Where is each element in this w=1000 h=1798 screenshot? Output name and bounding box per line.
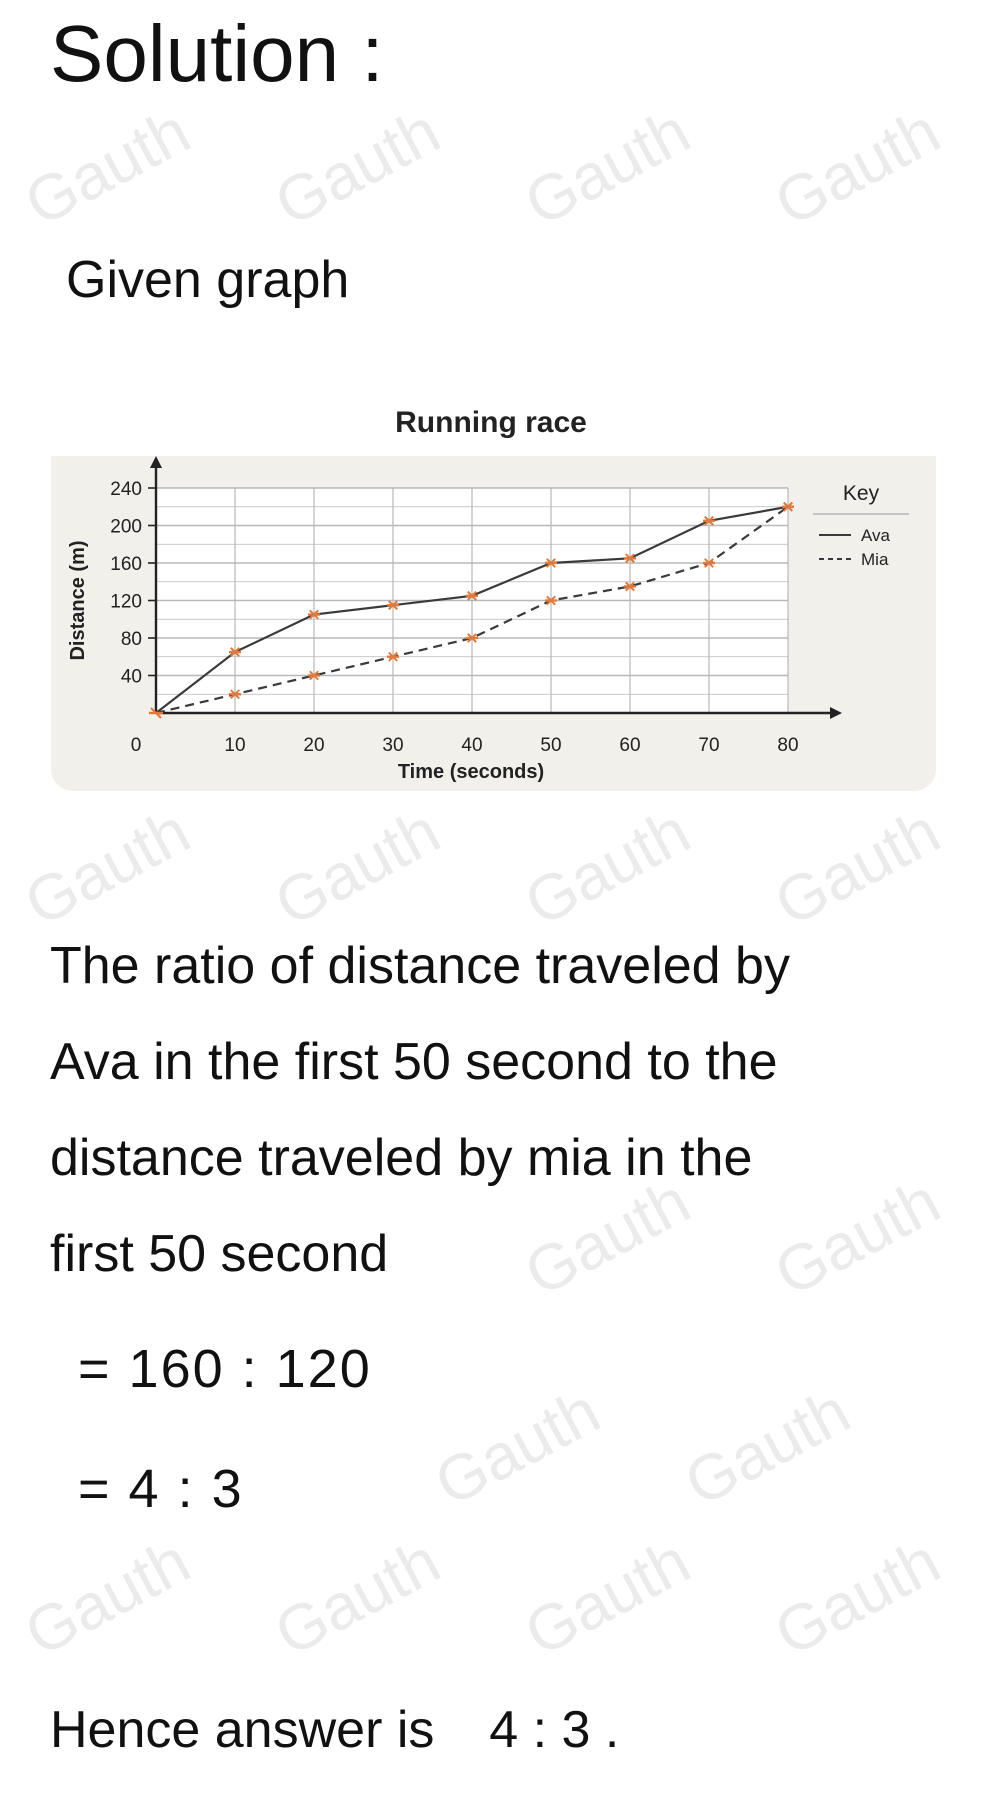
- x-tick-label: 10: [224, 735, 246, 756]
- answer-text: Hence answer is: [50, 1701, 435, 1759]
- watermark-text: Gauth: [263, 1524, 452, 1670]
- watermark-text: Gauth: [13, 794, 202, 940]
- watermark-text: Gauth: [13, 94, 202, 240]
- watermark-text: Gauth: [763, 794, 952, 940]
- x-tick-label: 50: [540, 735, 562, 756]
- answer-value: 4 : 3 .: [489, 1701, 620, 1759]
- explanation-line: The ratio of distance traveled by: [50, 937, 790, 995]
- watermark-text: Gauth: [513, 794, 702, 940]
- explanation-line: first 50 second: [50, 1225, 389, 1283]
- y-tick-label: 240: [110, 479, 142, 500]
- x-tick-label: 40: [461, 735, 483, 756]
- y-tick-label: 80: [120, 629, 142, 650]
- watermark-text: Gauth: [513, 1524, 702, 1670]
- x-axis-title: Time (seconds): [397, 761, 545, 783]
- watermark-text: Gauth: [13, 1524, 202, 1670]
- legend-label-mia: Mia: [861, 550, 889, 569]
- watermark-text: Gauth: [263, 794, 452, 940]
- watermark-text: Gauth: [513, 94, 702, 240]
- x-tick-label: 80: [777, 735, 799, 756]
- legend-title: Key: [842, 482, 880, 505]
- watermark-text: Gauth: [263, 94, 452, 240]
- x-tick-label: 70: [698, 735, 720, 756]
- explanation-paragraph: [50, 918, 950, 1302]
- y-tick-label: 200: [110, 516, 142, 538]
- y-axis-arrow: [150, 456, 162, 468]
- chart-title: Running race: [395, 406, 587, 439]
- watermark-text: Gauth: [763, 1524, 952, 1670]
- ratio-step: = 160 : 120: [78, 1339, 372, 1399]
- y-axis-title: Distance (m): [67, 540, 89, 661]
- explanation-line: Ava in the first 50 second to the: [50, 1033, 778, 1091]
- y-tick-label: 120: [110, 591, 142, 613]
- x-axis-arrow: [830, 707, 842, 719]
- given-graph-label: Given graph: [66, 251, 350, 309]
- explanation-line: distance traveled by mia in the: [50, 1129, 753, 1187]
- simplified-ratio: = 4 : 3: [78, 1459, 244, 1519]
- x-tick-label: 20: [303, 735, 325, 756]
- final-answer: [50, 1700, 619, 1760]
- running-race-chart: [51, 378, 936, 791]
- y-tick-label: 160: [110, 554, 142, 575]
- watermark-text: Gauth: [763, 94, 952, 240]
- watermark-text: Gauth: [673, 1374, 862, 1520]
- solution-heading: Solution :: [50, 9, 384, 98]
- x-tick-label: 60: [619, 735, 641, 756]
- watermark-text: Gauth: [423, 1374, 612, 1520]
- watermark-text: Gauth: [763, 1164, 952, 1310]
- watermark-text: Gauth: [513, 1164, 702, 1310]
- y-tick-label: 40: [120, 666, 142, 688]
- x-tick-label: 0: [130, 735, 142, 756]
- legend-label-ava: Ava: [861, 526, 890, 545]
- x-tick-label: 30: [382, 735, 404, 756]
- graph-image: [51, 378, 936, 791]
